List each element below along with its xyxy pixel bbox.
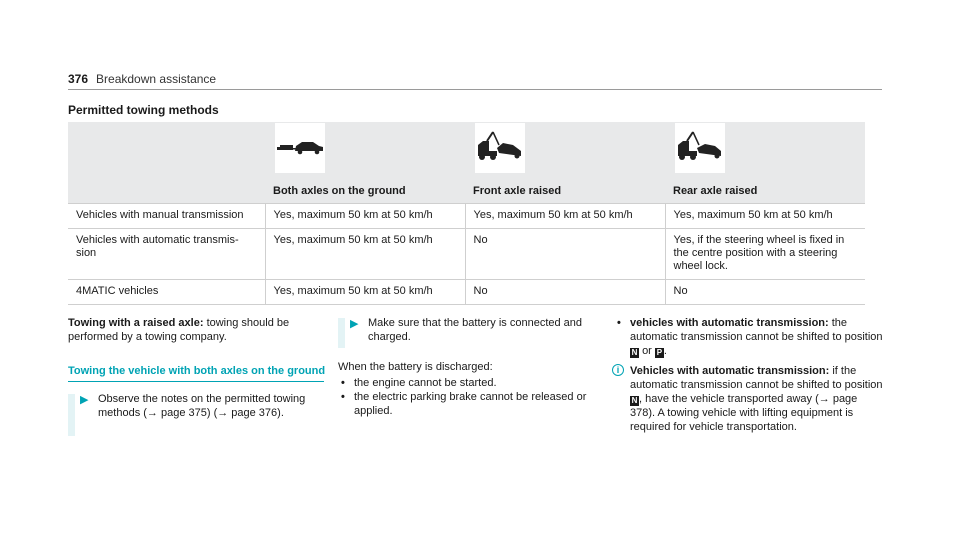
tow-truck-rear-raised-icon: [675, 123, 725, 173]
column-label-both-axles: Both axles on the ground: [273, 184, 406, 197]
gear-p-key-icon: P: [656, 348, 663, 357]
table-cell: Yes, maximum 50 km at 50 km/h: [265, 279, 465, 304]
column-label-rear-raised: Rear axle raised: [673, 184, 758, 197]
action-arrow-icon: ▶: [80, 394, 89, 406]
list-item-text: the engine cannot be started.: [354, 377, 497, 389]
automatic-transmission-label: vehicles with automatic transmission:: [630, 317, 829, 329]
table-row: [68, 203, 865, 228]
info-note: [614, 364, 884, 434]
list-item: • vehicles with automatic transmission: the automatic transmission cannot be shifted to position N or P .: [617, 317, 883, 357]
table-cell: No: [665, 279, 865, 304]
section-title: Breakdown assistance: [96, 72, 217, 86]
table-header-front-raised: [465, 122, 665, 203]
table-cell: Vehicles with manual transmission: [68, 203, 265, 228]
table-cell: No: [465, 279, 665, 304]
page-header: [68, 72, 216, 86]
bullet-icon: •: [617, 317, 621, 329]
action-step: [68, 392, 326, 434]
bullet-icon: •: [341, 391, 345, 403]
list-item: [338, 390, 606, 418]
action-bar: [338, 318, 345, 348]
action-step: [338, 316, 606, 358]
table-header-both-axles: [265, 122, 465, 203]
table-cell: Vehicles with automatic transmis- sion: [68, 228, 265, 279]
table-row: [68, 228, 865, 279]
table-cell: 4MATIC vehicles: [68, 279, 265, 304]
column-label-front-raised: Front axle raised: [473, 184, 562, 197]
table-cell: No: [465, 228, 665, 279]
list-item-text: the electric parking brake cannot be released or applied.: [354, 391, 587, 417]
towing-raised-axle-label: Towing with a raised axle:: [68, 317, 204, 329]
gear-n-key-icon: N: [631, 348, 638, 357]
list-item: [338, 376, 606, 390]
table-header-empty: [68, 122, 265, 203]
table-title: Permitted towing methods: [68, 103, 219, 117]
table-cell: Yes, maximum 50 km at 50 km/h: [265, 228, 465, 279]
tow-truck-front-raised-icon: [475, 123, 525, 173]
automatic-transmission-text: the automatic transmission cannot be shifted to position: [630, 317, 883, 343]
heading-divider: [68, 381, 324, 382]
info-icon: i: [612, 364, 624, 376]
table-cell: Yes, maximum 50 km at 50 km/h: [265, 203, 465, 228]
action-text: Observe the notes on the permitted towing methods (→ page 375) (→ page 376).: [98, 393, 306, 419]
note-text: if the automatic transmission cannot be shifted to position: [630, 365, 883, 391]
towing-methods-table: [68, 122, 865, 305]
both-axles-heading: Towing the vehicle with both axles on the ground: [68, 365, 326, 377]
note-label: Vehicles with automatic transmission:: [630, 365, 830, 377]
bullet-list: [338, 376, 606, 418]
or-text: or: [642, 345, 652, 357]
note-text-continued: , have the vehicle transported away (→ page 378). A towing vehicle with lifting equipment is required for vehicle transportation.: [630, 393, 858, 433]
action-bar: [68, 394, 75, 436]
middle-column: [338, 316, 606, 418]
action-text: Make sure that the battery is connected and charged.: [368, 317, 583, 343]
action-arrow-icon: ▶: [350, 318, 359, 330]
bullet-icon: •: [341, 377, 345, 389]
table-row: [68, 279, 865, 304]
gear-n-key-icon: N: [631, 396, 638, 405]
table-cell: Yes, maximum 50 km at 50 km/h: [665, 203, 865, 228]
table-cell: Yes, maximum 50 km at 50 km/h: [465, 203, 665, 228]
discharged-text: When the battery is discharged:: [338, 361, 493, 373]
page-number: 376: [68, 72, 89, 86]
towing-raised-axle-text: towing should be performed by a towing company.: [68, 317, 290, 343]
right-column: [614, 316, 884, 434]
table-header-rear-raised: [665, 122, 865, 203]
left-column: [68, 316, 326, 434]
table-cell: Yes, if the steering wheel is fixed in the centre position with a steering wheel lock.: [665, 228, 865, 279]
header-divider: [68, 89, 882, 90]
car-on-ground-icon: [275, 123, 325, 173]
table-header-row: [68, 122, 865, 203]
towing-raised-axle-paragraph: [68, 316, 326, 344]
